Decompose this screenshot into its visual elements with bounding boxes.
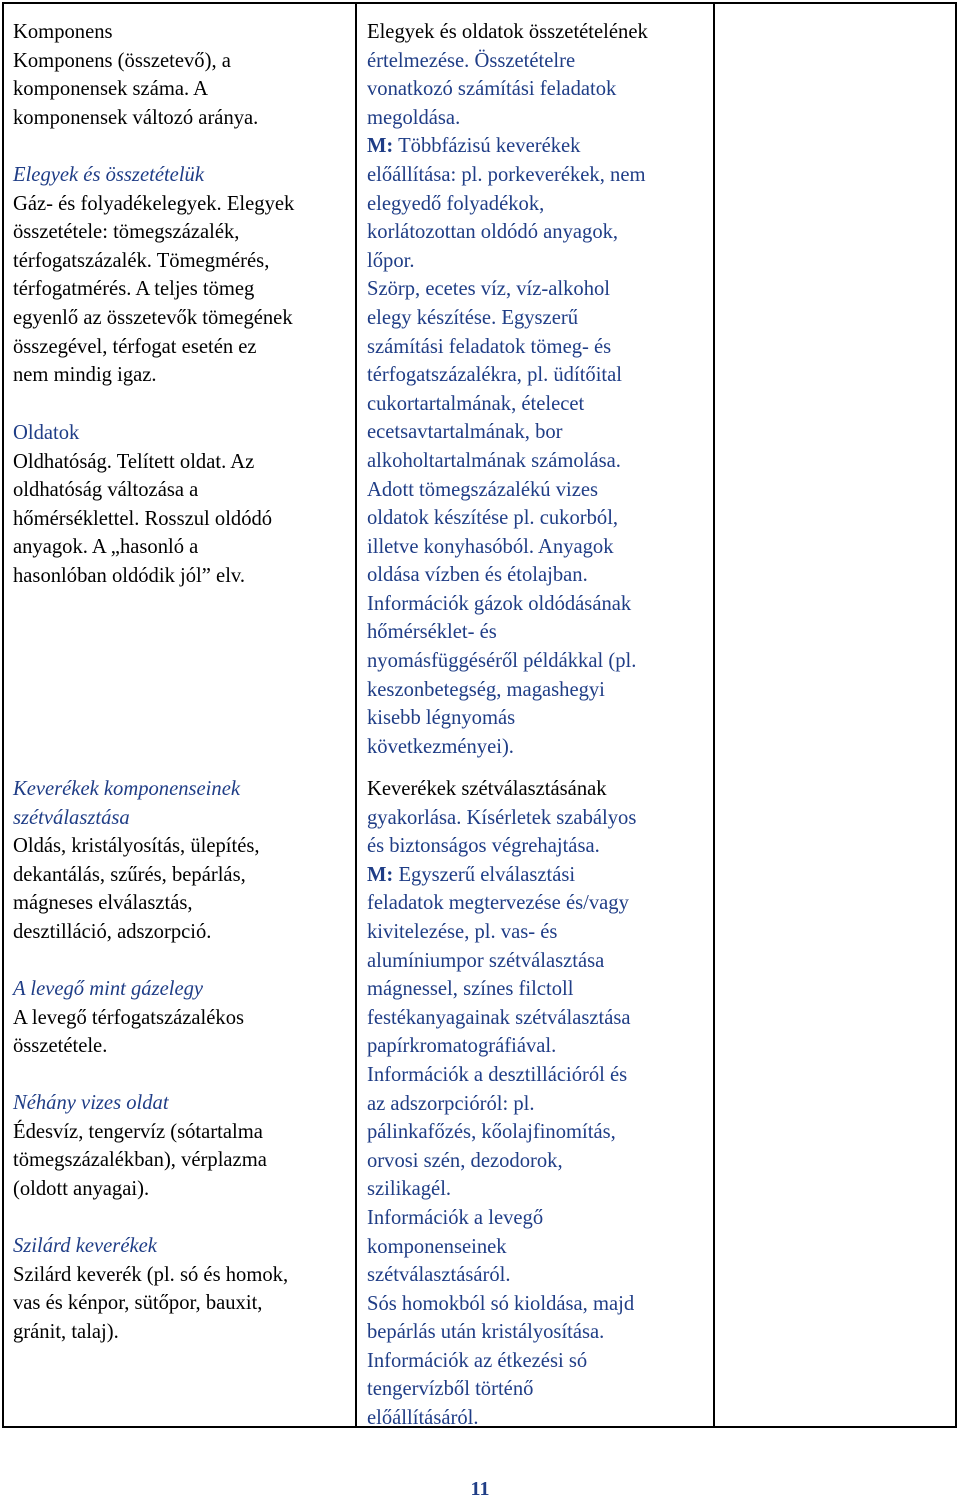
text-line: oldatok készítése pl. cukorból, <box>367 507 619 530</box>
text-line: Információk a levegő <box>367 1206 544 1229</box>
method-text: Egyszerű elválasztási <box>393 863 576 886</box>
activities-column <box>357 4 713 1430</box>
text-line: Sós homokból só kioldása, majd <box>367 1292 635 1315</box>
text-line: illetve konyhasóból. Anyagok <box>367 535 614 558</box>
text-line: térfogatszázalékra, pl. üdítőital <box>367 364 623 387</box>
text-line: Információk gázok oldódásának <box>367 592 632 615</box>
text-line: Szilárd keverék (pl. só és homok, <box>13 1263 289 1286</box>
text-line: korlátozottan oldódó anyagok, <box>367 221 619 244</box>
text-line: elegy készítése. Egyszerű <box>367 306 578 329</box>
oldatok-heading: Oldatok <box>13 422 80 444</box>
text-line: előállítása: pl. porkeverékek, nem <box>367 163 646 186</box>
text-line: Édesvíz, tengervíz (sótartalma <box>13 1120 263 1143</box>
text-line: cukortartalmának, ételecet <box>367 392 585 415</box>
text-line: komponenseinek <box>367 1235 507 1258</box>
text-line: hőmérséklet- és <box>367 621 497 644</box>
text-line: nyomásfüggéséről példákkal (pl. <box>367 650 637 673</box>
text-line: Adott tömegszázalékú vizes <box>367 478 599 501</box>
text-line: számítási feladatok tömeg- és <box>367 335 612 358</box>
text-line: hasonlóban oldódik jól” elv. <box>13 564 246 587</box>
keverekek-heading: szétválasztása <box>13 806 130 829</box>
text-line: alumíniumpor szétválasztása <box>367 949 605 972</box>
method-label: M: <box>367 135 394 158</box>
text-line: Gáz- és folyadékelegyek. Elegyek <box>13 192 295 215</box>
text-line: hőmérséklettel. Rosszul oldódó <box>13 507 273 530</box>
vizes-oldat-section <box>13 1089 347 1203</box>
text-line: és biztonságos végrehajtása. <box>367 835 600 858</box>
text-line: szilikagél. <box>367 1178 452 1201</box>
oldatok-section <box>13 419 347 591</box>
text-line: összetétele: tömegszázalék, <box>13 221 240 244</box>
text-line: térfogatmérés. A teljes tömeg <box>13 278 255 301</box>
notes-column <box>715 4 957 1426</box>
text-line: Keverékek szétválasztásának <box>367 778 607 800</box>
text-line: oldhatóság változása a <box>13 479 199 502</box>
topics-column <box>4 4 355 1426</box>
text-line: következményei). <box>367 735 514 758</box>
text-line: vas és kénpor, sütőpor, bauxit, <box>13 1292 263 1315</box>
text-line: mágnessel, színes filctoll <box>367 978 574 1001</box>
text-line: Oldhatóság. Telített oldat. Az <box>13 450 255 473</box>
content-table <box>2 2 957 1428</box>
method-line <box>367 861 709 890</box>
szilard-section <box>13 1232 347 1346</box>
text-line: gyakorlása. Kísérletek szabályos <box>367 806 637 829</box>
text-line: pálinkafőzés, kőolajfinomítás, <box>367 1121 616 1144</box>
text-line: oldása vízben és étolajban. <box>367 564 588 587</box>
text-line: szétválasztásáról. <box>367 1264 511 1287</box>
method-label: M: <box>367 863 394 886</box>
text-line: nem mindig igaz. <box>13 364 157 387</box>
text-line: anyagok. A „hasonló a <box>13 536 199 559</box>
method-text: Többfázisú keverékek <box>393 135 581 158</box>
komponens-heading: Komponens <box>13 21 113 43</box>
keverekek-heading: Keverékek komponenseinek <box>13 778 240 800</box>
komponens-section <box>13 18 347 132</box>
text-line: egyenlő az összetevők tömegének <box>13 306 293 329</box>
text-line: tengervízből történő <box>367 1378 534 1401</box>
text-line: A levegő térfogatszázalékos <box>13 1006 245 1029</box>
oldatok-activities <box>367 18 709 761</box>
text-line: Oldás, kristályosítás, ülepítés, <box>13 835 260 858</box>
text-line: térfogatszázalék. Tömegmérés, <box>13 249 270 272</box>
text-line: mágneses elválasztás, <box>13 892 193 915</box>
text-line: Szörp, ecetes víz, víz-alkohol <box>367 278 611 301</box>
text-line: az adszorpcióról: pl. <box>367 1092 535 1115</box>
text-line: kisebb légnyomás <box>367 707 516 730</box>
text-line: feladatok megtervezése és/vagy <box>367 892 629 915</box>
vizes-oldat-heading: Néhány vizes oldat <box>13 1092 169 1114</box>
text-line: Információk a desztillációról és <box>367 1063 628 1086</box>
text-line: elegyedő folyadékok, <box>367 192 545 215</box>
text-line: bepárlás után kristályosítása. <box>367 1321 605 1344</box>
text-line: papírkromatográfiával. <box>367 1035 557 1058</box>
text-line: Információk az étkezési só <box>367 1349 588 1372</box>
text-line: dekantálás, szűrés, bepárlás, <box>13 863 246 886</box>
text-line: alkoholtartalmának számolása. <box>367 449 621 472</box>
text-line: gránit, talaj). <box>13 1320 119 1343</box>
text-line: desztilláció, adszorpció. <box>13 920 212 943</box>
keverekek-section <box>13 775 347 947</box>
levego-heading: A levegő mint gázelegy <box>13 978 204 1000</box>
text-line: Elegyek és oldatok összetételének <box>367 21 648 43</box>
text-line: összetétele. <box>13 1035 108 1058</box>
keverekek-activities <box>367 775 709 1433</box>
page-number: 11 <box>470 1478 490 1500</box>
text-line: komponensek száma. A <box>13 78 209 101</box>
method-line <box>367 132 709 161</box>
text-line: Komponens (összetevő), a <box>13 49 231 72</box>
text-line: megoldása. <box>367 106 461 129</box>
text-line: összegével, térfogat esetén ez <box>13 335 257 358</box>
text-line: (oldott anyagai). <box>13 1177 150 1200</box>
text-line: értelmezése. Összetételre <box>367 49 576 72</box>
text-line: tömegszázalékban), vérplazma <box>13 1149 267 1172</box>
text-line: orvosi szén, dezodorok, <box>367 1149 563 1172</box>
text-line: lőpor. <box>367 249 415 272</box>
text-line: keszonbetegség, magashegyi <box>367 678 605 701</box>
text-line: vonatkozó számítási feladatok <box>367 78 617 101</box>
text-line: ecetsavtartalmának, bor <box>367 421 563 444</box>
elegyek-heading: Elegyek és összetételük <box>13 164 204 186</box>
text-line: festékanyagainak szétválasztása <box>367 1006 631 1029</box>
elegyek-section <box>13 161 347 390</box>
text-line: előállításáról. <box>367 1407 479 1430</box>
szilard-heading: Szilárd keverékek <box>13 1235 157 1257</box>
levego-section <box>13 975 347 1061</box>
text-line: kivitelezése, pl. vas- és <box>367 920 558 943</box>
text-line: komponensek változó aránya. <box>13 106 259 129</box>
